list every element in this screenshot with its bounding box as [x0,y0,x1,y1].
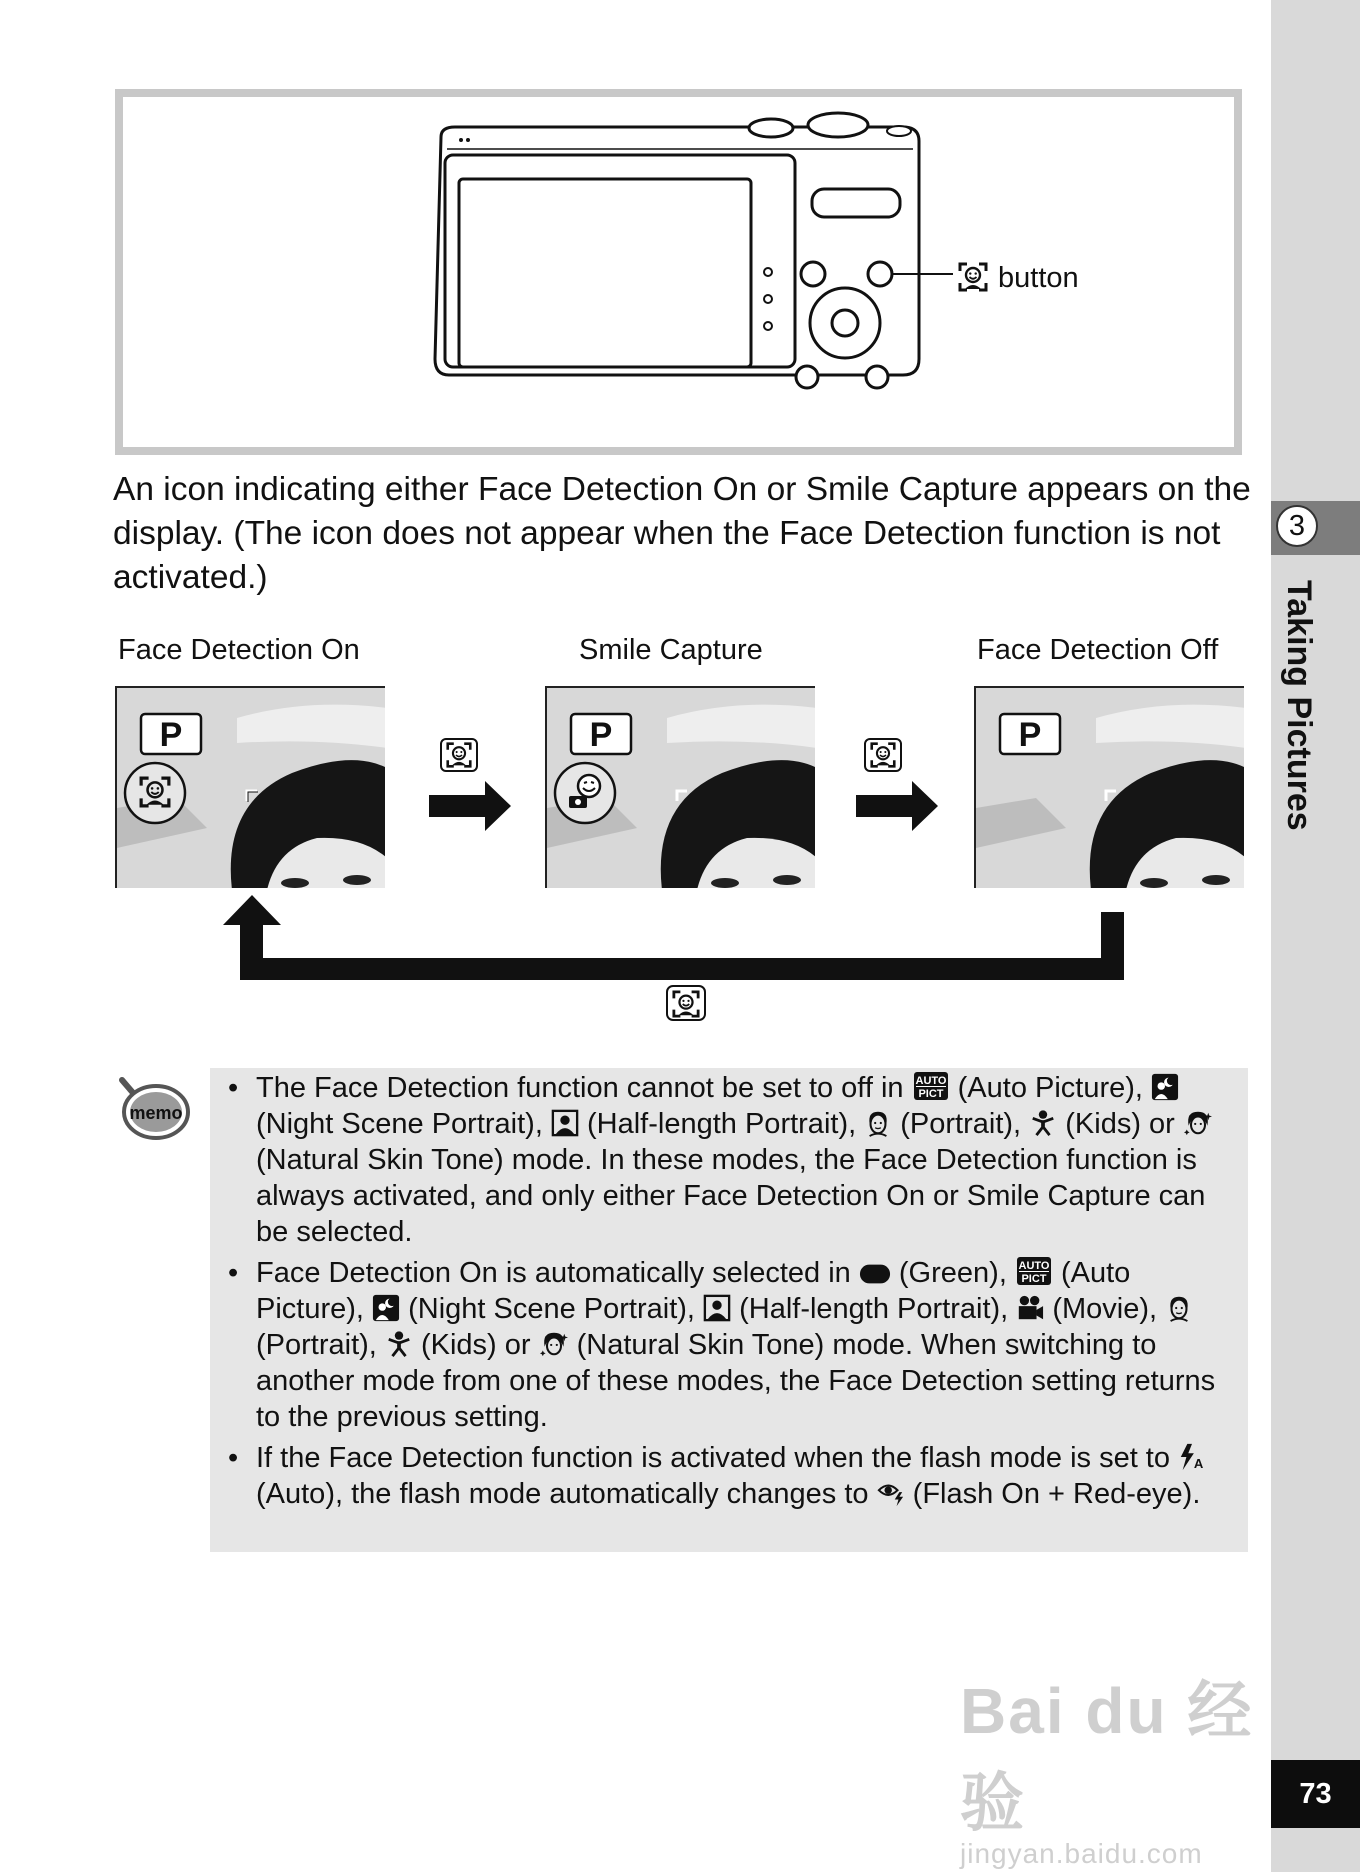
arrow-right [429,781,511,831]
natural-skin-tone-icon [1183,1109,1213,1137]
memo-list [222,1070,1242,1512]
arrow-right [856,781,938,831]
green-mode-icon [859,1262,891,1286]
mode-letter: P [159,716,183,754]
watermark: Bai du 经验 jingyan.baidu.com [960,1675,1254,1869]
mode-label-face-detection-on: Face Detection On [118,634,360,666]
kids-icon [385,1330,413,1358]
mode-label-smile-capture: Smile Capture [579,634,763,666]
mode-label-face-detection-off: Face Detection Off [977,634,1219,666]
flash-on-red-eye-icon [877,1479,905,1507]
chapter-title: Taking Pictures [1280,580,1318,831]
auto-picture-icon [1015,1256,1053,1286]
intro-paragraph: An icon indicating either Face Detection On or Smile Capture appears on the display. (The icon does not appear when the Face Detection function is not activated.) [113,471,1251,596]
chapter-side-tab [1271,0,1360,1872]
kids-icon [1029,1109,1057,1137]
memo-badge [114,1074,190,1142]
night-scene-portrait-icon [372,1294,400,1322]
memo-item: • Face Detection On is automatically selected in (Green), (Auto Picture), (Night Scene Portrait), (Half-length Portrait), (Movie), (Portrait), (Kids) or (Natural Skin Tone) mode. When switching to another mode from one of these modes, the Face Detection setting returns to the previous setting. [222,1255,1242,1435]
mode-letter: P [1018,716,1042,754]
half-length-portrait-icon [551,1109,579,1137]
memo-item: • If the Face Detection function is activated when the flash mode is set to (Auto), the flash mode automatically changes to (Flash On + Red-eye). [222,1440,1242,1512]
movie-icon [1016,1294,1044,1322]
return-arrow [223,895,1124,980]
mode-letter: P [589,716,613,754]
night-scene-portrait-icon [1151,1073,1179,1101]
portrait-icon [864,1109,892,1137]
portrait-icon [1165,1294,1193,1322]
chapter-number: 3 [1276,505,1318,547]
auto-picture-icon [912,1071,950,1101]
flash-auto-icon [1178,1443,1206,1471]
page-number: 73 [1271,1760,1360,1828]
natural-skin-tone-icon [539,1330,569,1358]
half-length-portrait-icon [703,1294,731,1322]
button-label: button [998,262,1079,294]
memo-item: • The Face Detection function cannot be set to off in (Auto Picture), (Night Scene Portrait), (Half-length Portrait), (Portrait), (Kids) or (Natural Skin Tone) mode. In these modes, the Face Detection function is always activated, and only either Face Detection On or Smile Capture can be selected. [222,1070,1242,1250]
memo-text: memo [129,1103,183,1123]
